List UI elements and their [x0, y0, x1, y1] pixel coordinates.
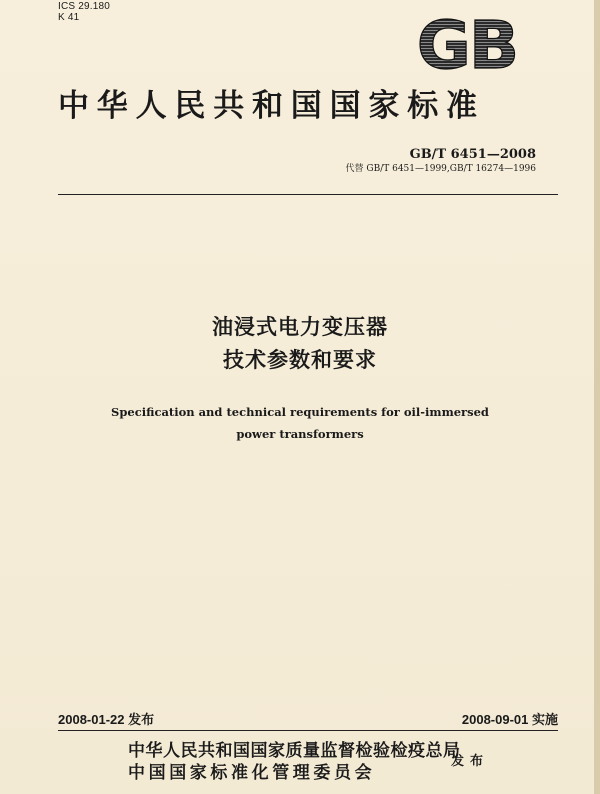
bottom-divider	[58, 730, 558, 731]
english-title-line-2: power transformers	[236, 427, 364, 441]
chinese-title-line-2: 技术参数和要求	[223, 348, 377, 372]
english-title-line-1: Specification and technical requirements for oil-immersed	[111, 405, 489, 419]
page-edge	[594, 0, 600, 794]
issuer-line-1: 中华人民共和国国家质量监督检验检疫总局	[128, 741, 461, 761]
issue-date: 2008-01-22 发布	[58, 712, 155, 727]
replaces-note: 代替 GB/T 6451—1999,GB/T 16274—1996	[345, 164, 536, 174]
issuer-line-2: 中国国家标准化管理委员会	[128, 763, 376, 783]
top-divider	[58, 194, 558, 195]
implementation-date: 2008-09-01 实施	[461, 712, 558, 727]
chinese-title-line-1: 油浸式电力变压器	[212, 315, 388, 339]
gb-logo-text: GB	[416, 12, 518, 74]
standard-number: GB/T 6451—2008	[409, 147, 536, 162]
gb-logo	[405, 12, 529, 74]
standard-type-heading: 中华人民共和国国家标准	[58, 88, 485, 124]
classification-codes	[58, 1, 110, 23]
issue-label: 发布	[451, 754, 490, 769]
ics-code: ICS 29.180	[58, 1, 111, 12]
ccs-code: K 41	[58, 12, 80, 23]
